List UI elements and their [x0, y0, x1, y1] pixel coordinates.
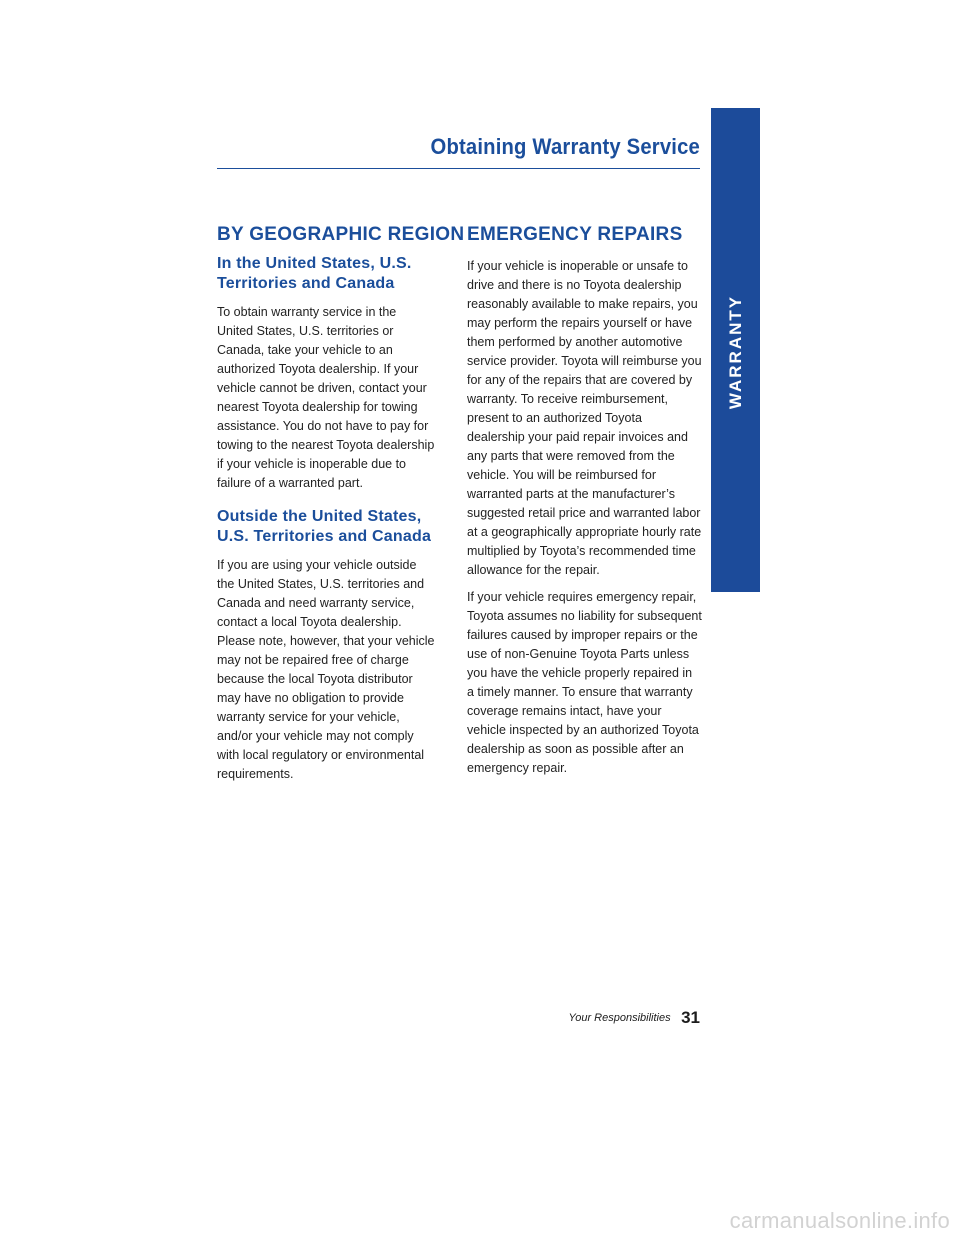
page-number: 31 [681, 1008, 700, 1027]
emergency-repairs-paragraph-2: If your vehicle requires emergency repair, Toyota assumes no liability for subsequent failures caused by improper repairs or the use of non-Genuine Toyota Parts unless you have the vehicle properly repaired in a timely manner. To ensure that warranty coverage remains intact, have your vehicle inspected by an authorized Toyota dealership as soon as possible after an emergency repair. [467, 590, 702, 775]
emergency-repairs-heading: EMERGENCY REPAIRS [467, 224, 683, 245]
outside-us-subheading: Outside the United States, U.S. Territories and Canada [217, 508, 432, 545]
outside-us-paragraph: If you are using your vehicle outside the United States, U.S. territories and Canada and need warranty service, contact a local Toyota dealership. Please note, however, that your vehicle may not be repaired free of charge because the local Toyota distributor may have no obligation to provide warranty service for your vehicle, and/or your vehicle may not comply with local regulatory or environmental requirements. [217, 558, 435, 781]
side-tab-label: WARRANTY [725, 294, 745, 410]
page-footer [450, 1008, 700, 1028]
title-divider [217, 168, 700, 169]
right-column [467, 222, 702, 778]
watermark-text: carmanualsonline.info [729, 1208, 950, 1233]
emergency-repairs-paragraph-1: If your vehicle is inoperable or unsafe to drive and there is no Toyota dealership reasonably available to make repairs, you may perform the repairs yourself or have them performed by another automotive service provider. Toyota will reimburse you for any of the repairs that are covered by warranty. To receive reimbursement, present to an authorized Toyota dealership your paid repair invoices and any parts that were removed from the vehicle. You will be reimbursed for warranted parts at the manufacturer’s suggested retail price and warranted labor at a geographically appropriate hourly rate multiplied by Toyota’s recommended time allowance for the repair. [467, 259, 702, 577]
us-territories-canada-subheading: In the United States, U.S. Territories and Canada [217, 255, 412, 292]
footer-section-label: Your Responsibilities [568, 1012, 671, 1024]
geographic-region-heading: BY GEOGRAPHIC REGION [217, 224, 465, 245]
left-column [217, 222, 465, 784]
section-side-tab [711, 108, 760, 592]
page-title: Obtaining Warranty Service [430, 134, 700, 159]
us-territories-canada-paragraph: To obtain warranty service in the United States, U.S. territories or Canada, take your vehicle to an authorized Toyota dealership. If your vehicle cannot be driven, contact your nearest Toyota dealership for towing assistance. You do not have to pay for towing to the nearest Toyota dealership if your vehicle is inoperable due to failure of a warranted part. [217, 305, 435, 490]
